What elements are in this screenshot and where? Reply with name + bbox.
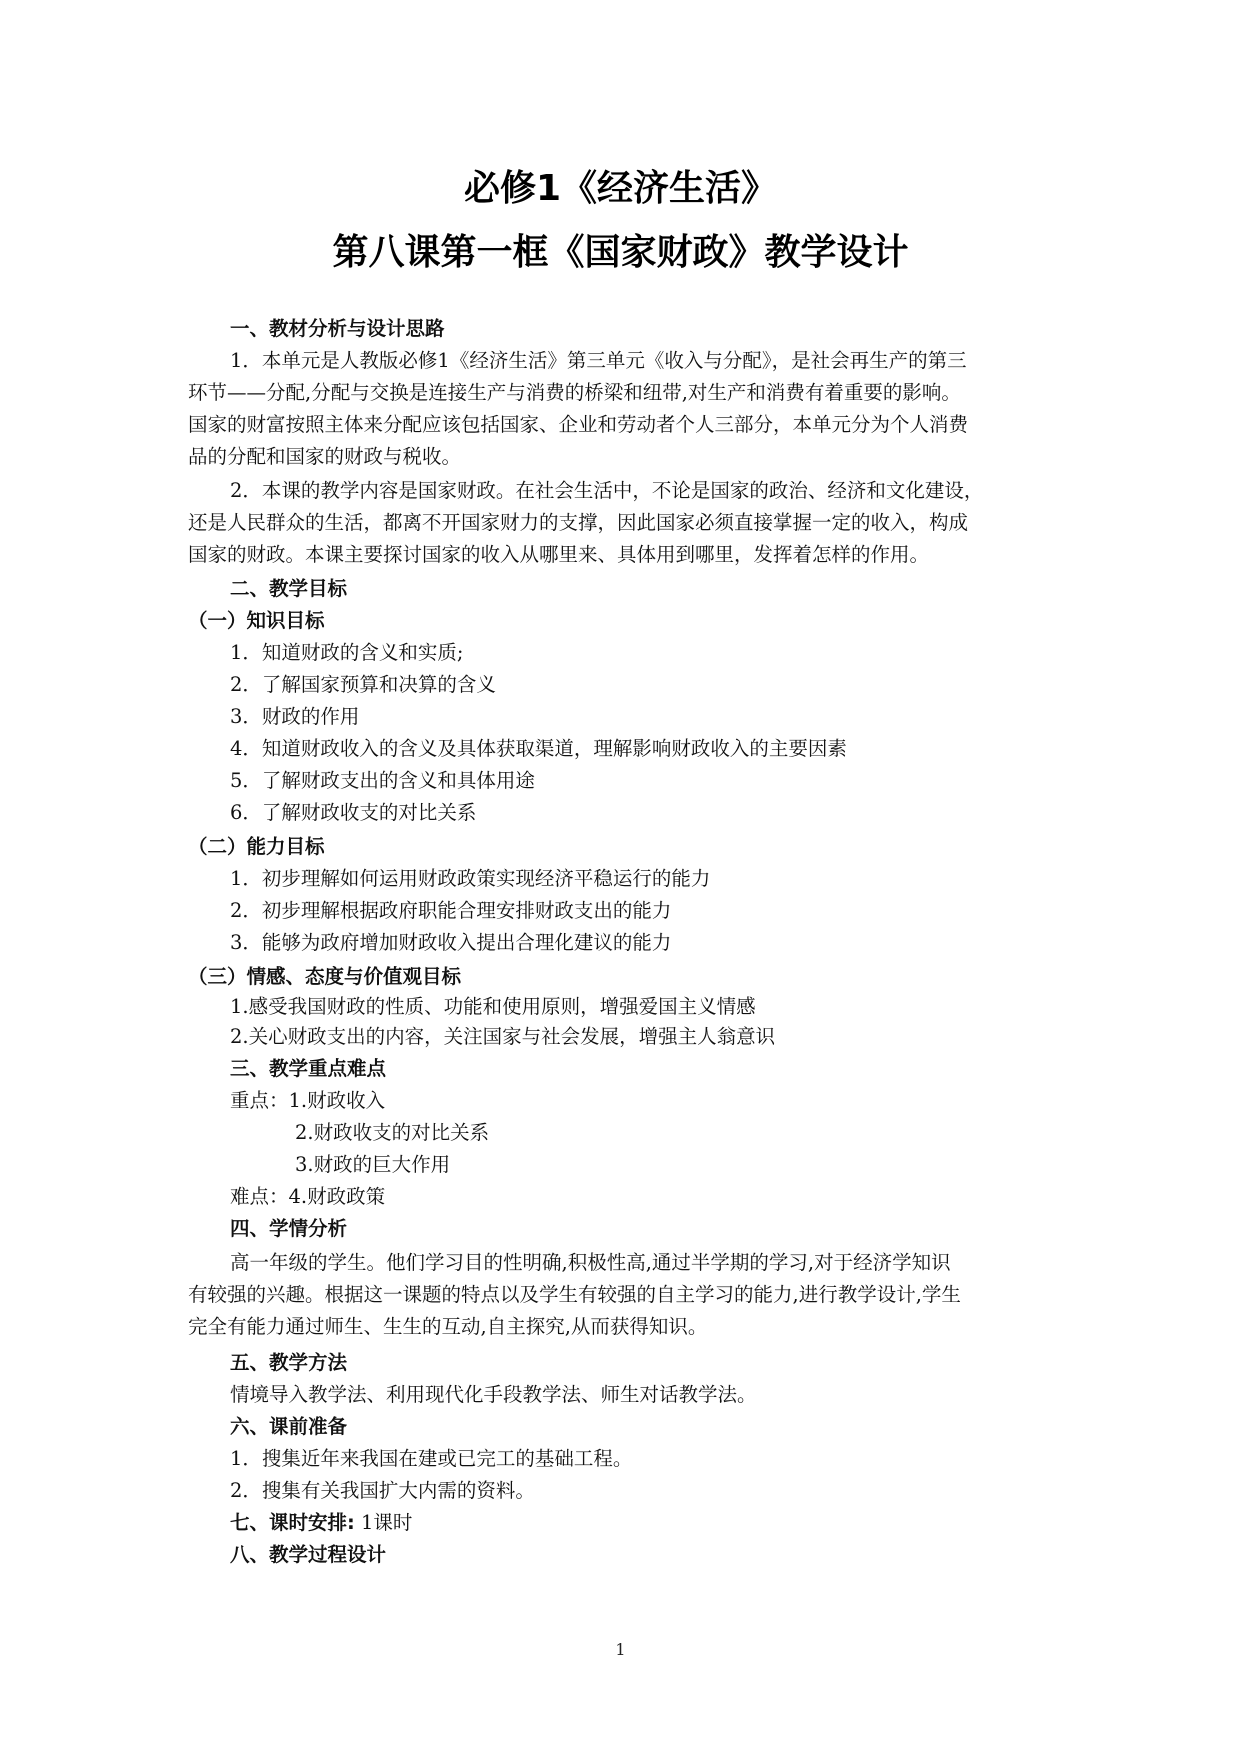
key-point: 3.财政的巨大作用 bbox=[295, 1153, 451, 1176]
list-item: 1．初步理解如何运用财政政策实现经济平稳运行的能力 bbox=[230, 867, 711, 890]
difficult-point: 难点：4.财政政策 bbox=[230, 1185, 386, 1208]
document-title-line2: 第八课第一框《国家财政》教学设计 bbox=[332, 232, 909, 273]
list-item: 4．知道财政收入的含义及具体获取渠道，理解影响财政收入的主要因素 bbox=[230, 737, 847, 760]
list-item: 1.感受我国财政的性质、功能和使用原则，增强爱国主义情感 bbox=[230, 995, 756, 1018]
list-item: 3．能够为政府增加财政收入提出合理化建议的能力 bbox=[230, 931, 672, 954]
section-heading-1: 一、教材分析与设计思路 bbox=[230, 317, 445, 340]
key-point: 2.财政收支的对比关系 bbox=[295, 1121, 490, 1144]
section-heading-2: 二、教学目标 bbox=[230, 577, 348, 600]
paragraph-line: 国家的财政。本课主要探讨国家的收入从哪里来、具体用到哪里，发挥着怎样的作用。 bbox=[188, 543, 930, 566]
section-heading-3: 三、教学重点难点 bbox=[230, 1057, 387, 1080]
paragraph-line: 还是人民群众的生活，都离不开国家财力的支撑，因此国家必须直接掌握一定的收入，构成 bbox=[188, 511, 969, 534]
paragraph-line: 有较强的兴趣。根据这一课题的特点以及学生有较强的自主学习的能力,进行教学设计,学生 bbox=[188, 1283, 961, 1306]
paragraph-line: 1．本单元是人教版必修1《经济生活》第三单元《收入与分配》，是社会再生产的第三 bbox=[230, 349, 967, 372]
class-hours: 1课时 bbox=[361, 1511, 413, 1534]
list-item: 1．知道财政的含义和实质; bbox=[230, 641, 464, 664]
section-heading-7: 七、课时安排: bbox=[230, 1511, 355, 1534]
list-item: 5．了解财政支出的含义和具体用途 bbox=[230, 769, 535, 792]
list-item: 3．财政的作用 bbox=[230, 705, 360, 728]
paragraph-line: 品的分配和国家的财政与税收。 bbox=[188, 445, 462, 468]
subsection-heading-knowledge: （一）知识目标 bbox=[188, 609, 325, 632]
page-number: 1 bbox=[615, 1640, 626, 1659]
list-item: 1．搜集近年来我国在建或已完工的基础工程。 bbox=[230, 1447, 633, 1470]
key-point: 重点：1.财政收入 bbox=[230, 1089, 386, 1112]
paragraph-line: 环节——分配,分配与交换是连接生产与消费的桥梁和纽带,对生产和消费有着重要的影响。 bbox=[188, 381, 961, 404]
section-row-7 bbox=[230, 1510, 1100, 1536]
list-item: 2.关心财政支出的内容，关注国家与社会发展，增强主人翁意识 bbox=[230, 1025, 776, 1048]
subsection-heading-values: （三）情感、态度与价值观目标 bbox=[188, 965, 462, 988]
list-item: 2．了解国家预算和决算的含义 bbox=[230, 673, 496, 696]
list-item: 6．了解财政收支的对比关系 bbox=[230, 801, 477, 824]
section-heading-8: 八、教学过程设计 bbox=[230, 1543, 387, 1566]
paragraph-line: 国家的财富按照主体来分配应该包括国家、企业和劳动者个人三部分，本单元分为个人消费 bbox=[188, 413, 969, 436]
section-heading-5: 五、教学方法 bbox=[230, 1351, 348, 1374]
subsection-heading-ability: （二）能力目标 bbox=[188, 835, 325, 858]
paragraph-line: 2．本课的教学内容是国家财政。在社会生活中，不论是国家的政治、经济和文化建设， bbox=[230, 479, 984, 502]
paragraph-line: 完全有能力通过师生、生生的互动,自主探究,从而获得知识。 bbox=[188, 1315, 708, 1338]
document-title-line1: 必修1《经济生活》 bbox=[463, 168, 778, 209]
section-heading-6: 六、课前准备 bbox=[230, 1415, 348, 1438]
list-item: 2．初步理解根据政府职能合理安排财政支出的能力 bbox=[230, 899, 672, 922]
paragraph-line: 高一年级的学生。他们学习目的性明确,积极性高,通过半学期的学习,对于经济学知识 bbox=[230, 1251, 951, 1274]
list-item: 2．搜集有关我国扩大内需的资料。 bbox=[230, 1479, 535, 1502]
paragraph-line: 情境导入教学法、利用现代化手段教学法、师生对话教学法。 bbox=[230, 1383, 757, 1406]
section-heading-4: 四、学情分析 bbox=[230, 1217, 348, 1240]
